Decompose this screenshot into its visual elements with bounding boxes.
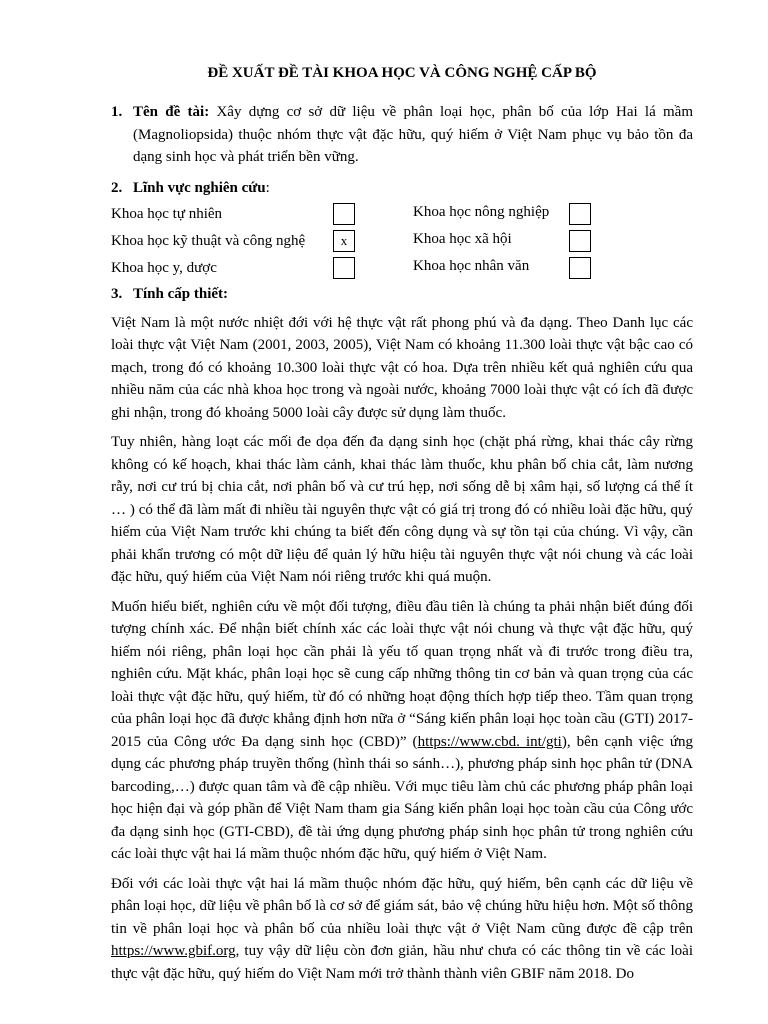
field-label-social-science: Khoa học xã hội <box>413 231 512 247</box>
topic-name-text: Xây dựng cơ sở dữ liệu về phân loại học, phân bố của lớp Hai lá mầm (Magnoliopsida) thuộc nhóm thực vật đặc hữu, quý hiếm ở Việt Nam phục vụ bảo tồn đa dạng sinh học và phát triển bền vững. <box>133 104 693 165</box>
field-label-medicine-pharmacy: Khoa học y, dược <box>111 260 217 276</box>
paragraph-3-text-a: Muốn hiểu biết, nghiên cứu về một đối tượng, điều đầu tiên là chúng ta phải nhận biết đúng đối tượng chính xác. Để nhận biết chính xác các loài thực vật nói chung và thực vật đặc hữu, quý hiếm nói riêng, phân loại học cần phải là yếu tố quan trọng nhất và đi trước trong điều tra, nghiên cứu. Mặt khác, phân loại học sẽ cung cấp những thông tin cơ bản và quan trọng của các loài thực vật đặc hữu, quý hiếm, từ đó có những hoạt động thích hợp tiếp theo. Tầm quan trọng của phân loại học đã được khẳng định hơn nữa ở “Sáng kiến phân loại học toàn cầu (GTI) 2017-2015 của Công ước Đa dạng sinh học (CBD)” ( <box>111 598 693 750</box>
paragraph-3-text-b: ), bên cạnh việc ứng dụng các phương pháp truyền thống (hình thái so sánh…), phương pháp sinh học phân tử (DNA barcoding,…) được quan tâm và đề cập nhiều. Với mục tiêu làm chủ các phương pháp phân loại học hiện đại và góp phần để Việt Nam tham gia Sáng kiến phân loại học toàn cầu của Công ước đa dạng sinh học (GTI-CBD), đề tài ứng dụng phương pháp sinh học phân tử trong nghiên cứu các loài thực vật hai lá mầm thuộc nhóm đặc hữu, quý hiếm ở Việt Nam. <box>111 733 693 862</box>
document-page <box>111 62 693 992</box>
field-label-agriculture: Khoa học nông nghiệp <box>413 204 550 220</box>
section-research-field <box>111 177 693 200</box>
paragraph-2: Tuy nhiên, hàng loạt các mối đe dọa đến đa dạng sinh học (chặt phá rừng, khai thác cây rừng không có kế hoạch, khai thác làm cảnh, khai thác làm thuốc, khu phân bố chia cắt, làm nương rẫy, nơi cư trú bị chia cắt, nơi phân bố và cư trú hẹp, nơi sống dễ bị xâm hại, số lượng cá thể ít … ) có thể đã làm mất đi nhiều tài nguyên thực vật có giá trị trong đó có nhiều loài đặc hữu, quý hiếm của Việt Nam trước khi chúng ta biết đến công dụng và sự tồn tại của chúng. Vì vậy, cần phải khẩn trương có một dữ liệu để quản lý hữu hiệu tài nguyên thực vật nói chung và các loài đặc hữu, quý hiếm của Việt Nam nói riêng trước khi quá muộn. <box>111 434 693 585</box>
field-label-engineering-technology: Khoa học kỹ thuật và công nghệ <box>111 233 306 249</box>
section-label: Lĩnh vực nghiên cứu <box>133 179 266 196</box>
section-label: Tính cấp thiết: <box>133 286 229 302</box>
section-number: 3. <box>111 286 123 302</box>
field-label-natural-science: Khoa học tự nhiên <box>111 206 223 222</box>
paragraph-4-text-b: , tuy vậy dữ liệu còn đơn giản, hầu như chưa có các thông tin về các loài thực vật đặc hữu, quý hiếm do Việt Nam mới trở thành thành viên GBIF năm 2018. Do <box>111 943 693 982</box>
paragraph-3 <box>111 596 693 866</box>
section-topic-name <box>111 101 693 169</box>
gbif-link[interactable]: https://www.gbif.org <box>111 943 236 959</box>
checkbox-engineering-technology[interactable]: x <box>333 230 355 252</box>
checkbox-social-science[interactable] <box>569 230 591 252</box>
paragraph-1: Việt Nam là một nước nhiệt đới với hệ thực vật rất phong phú và đa dạng. Theo Danh lục các loài thực vật Việt Nam (2001, 2003, 2005), Việt Nam có khoảng 11.300 loài thực vật bậc cao có mạch, trong đó có khoảng 10.300 loài thực vật có hoa. Dựa trên nhiều kết quả nghiên cứu qua nhiều năm của các nhà khoa học trong và ngoài nước, khoảng 7000 loài thực vật có ích đã được ghi nhận, trong đó khoảng 5000 loài cây được sử dụng làm thuốc. <box>111 314 693 421</box>
checkbox-natural-science[interactable] <box>333 203 355 225</box>
section-colon: : <box>265 179 270 196</box>
research-field-options <box>111 201 693 279</box>
paragraph-4 <box>111 873 693 986</box>
cbd-gti-link[interactable]: https://www.cbd. int/gti <box>417 733 562 750</box>
checkbox-agriculture[interactable] <box>569 203 591 225</box>
document-title: ĐỀ XUẤT ĐỀ TÀI KHOA HỌC VÀ CÔNG NGHỆ CẤP BỘ <box>207 65 597 81</box>
section-label: Tên đề tài: <box>133 104 210 120</box>
paragraph-4-text-a: Đối với các loài thực vật hai lá mầm thuộc nhóm đặc hữu, quý hiếm, bên cạnh các dữ liệu về phân loại học, dữ liệu về phân bố là cơ sở để giám sát, bảo vệ chúng hữu hiệu hơn. Một số thông tin về phân loại học và phân bố của nhiều loài thực vật ở Việt Nam cũng được đề cập trên <box>111 875 693 937</box>
checkbox-medicine-pharmacy[interactable] <box>333 257 355 279</box>
section-urgency <box>111 283 693 306</box>
checkbox-humanities[interactable] <box>569 257 591 279</box>
section-number: 1. <box>111 104 123 120</box>
field-label-humanities: Khoa học nhân văn <box>413 258 530 274</box>
section-number: 2. <box>111 179 123 196</box>
